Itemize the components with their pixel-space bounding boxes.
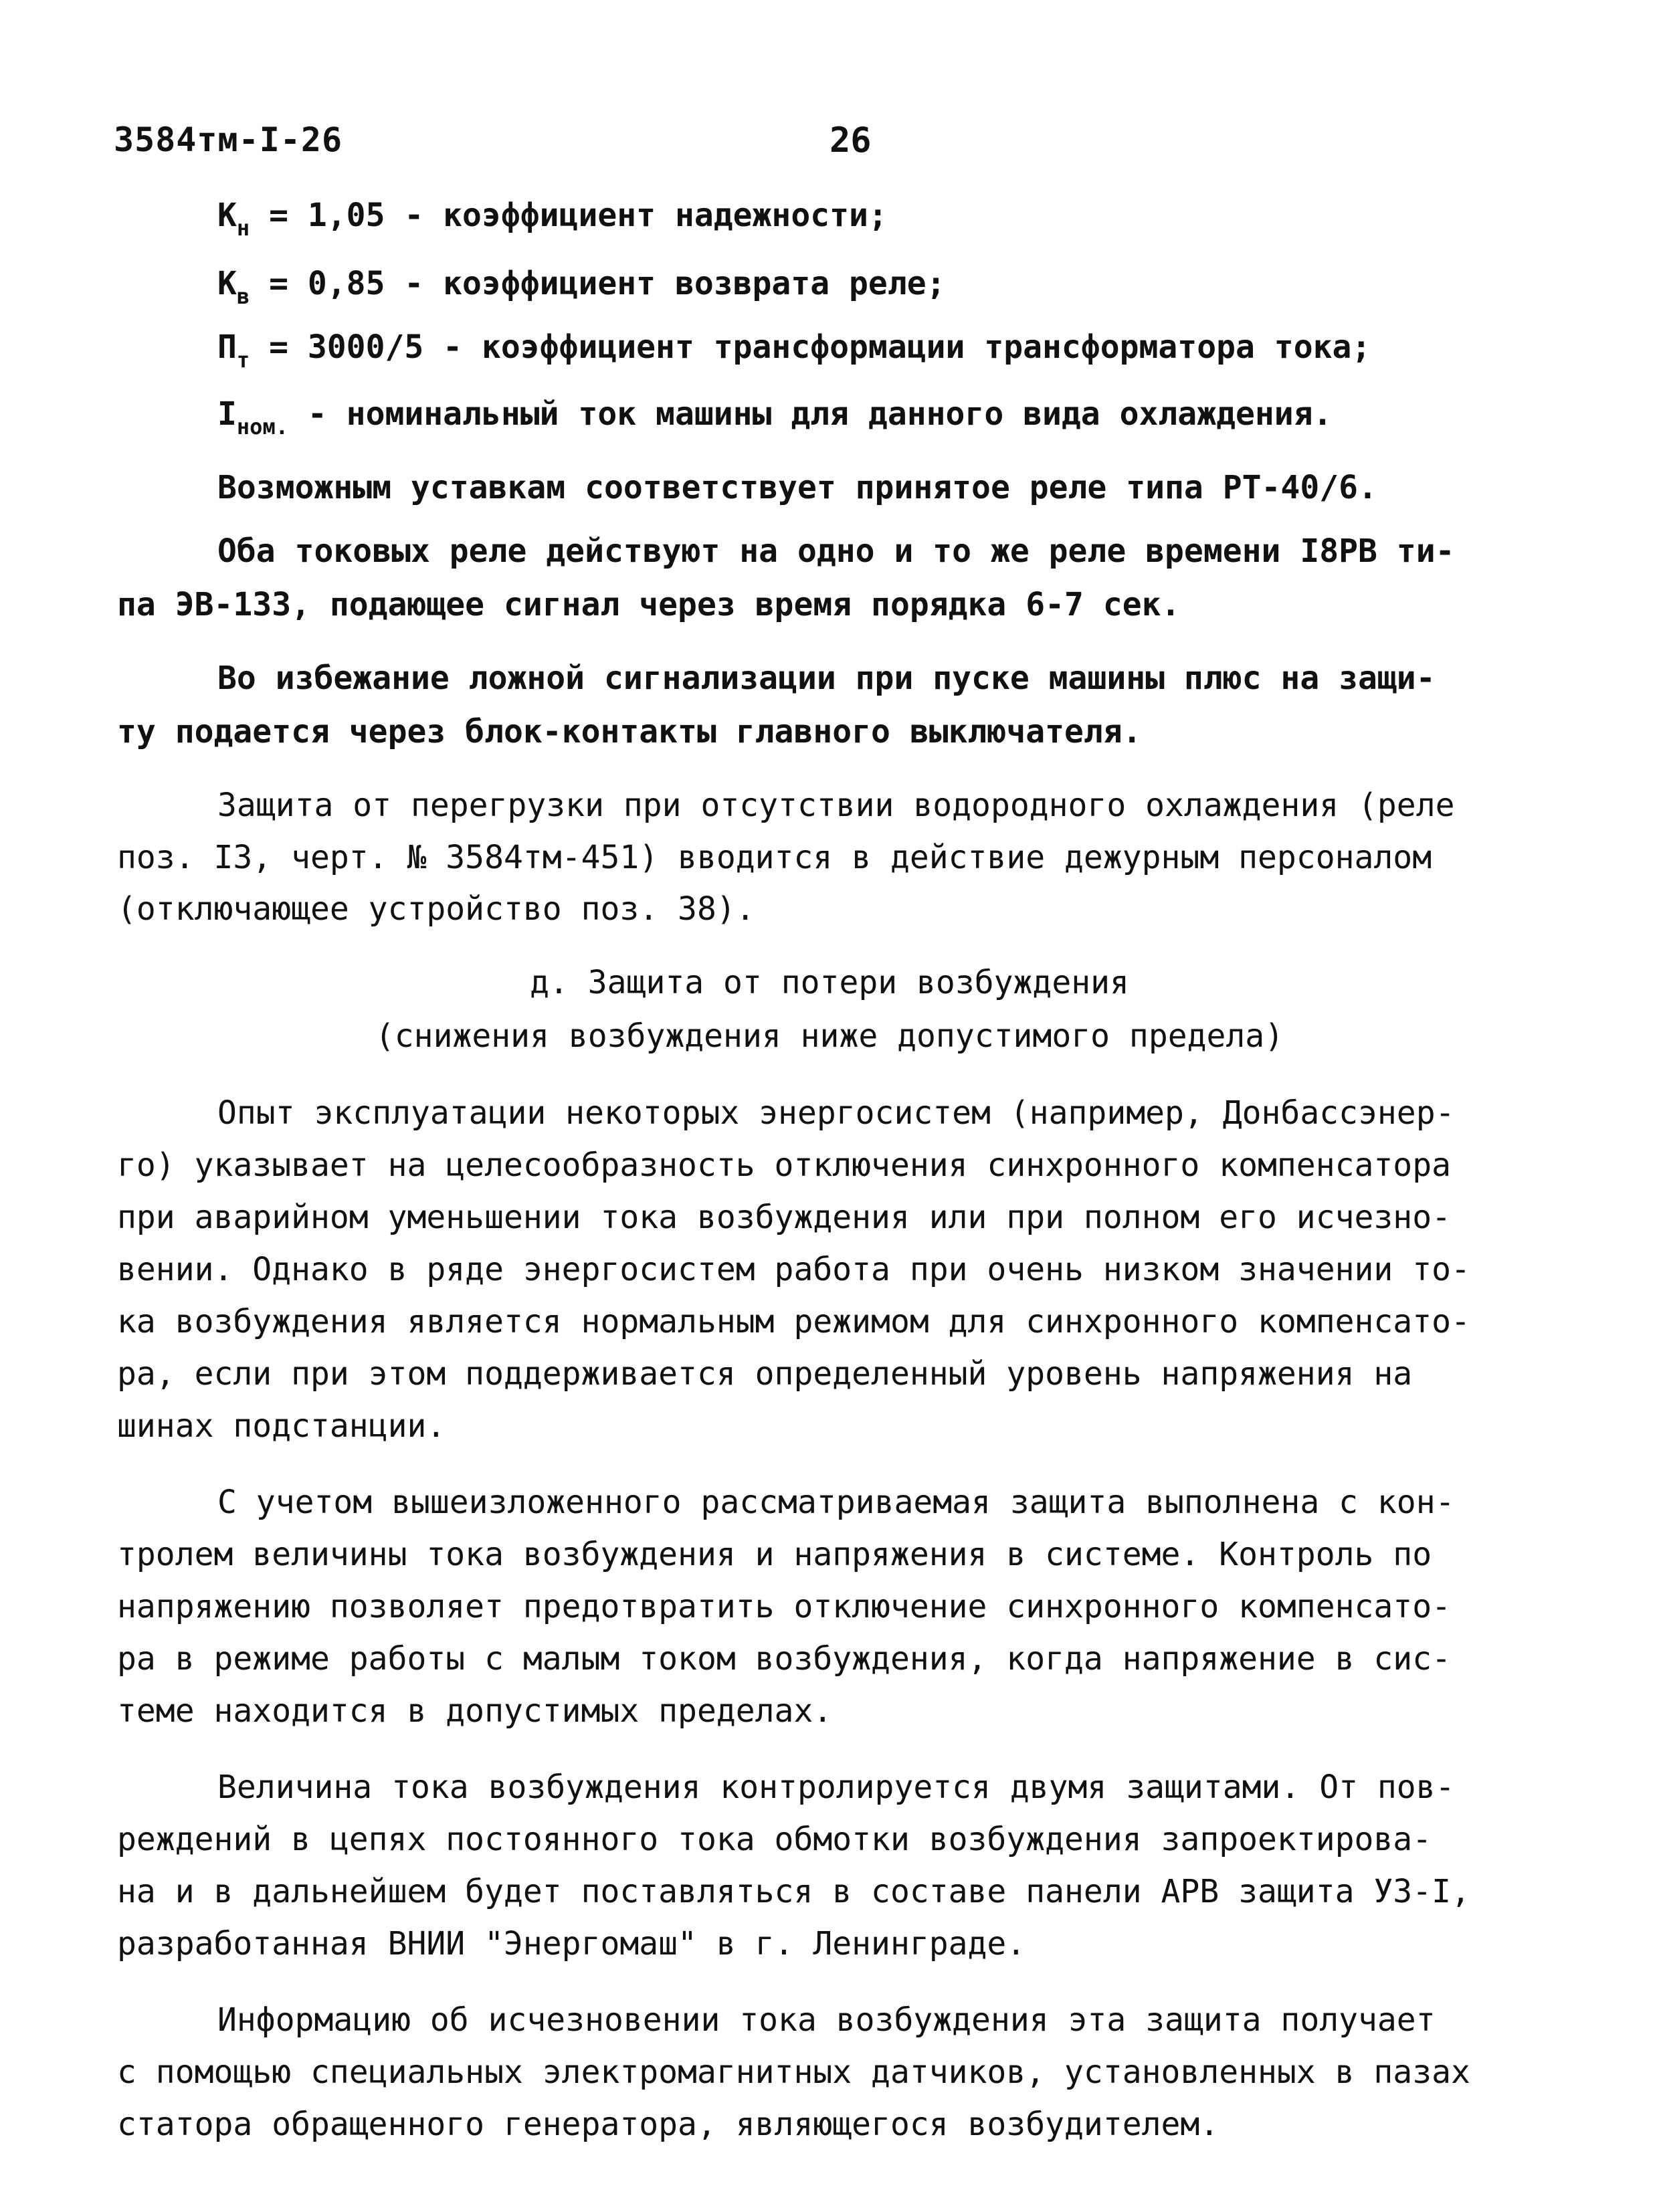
paragraph-experience-line: при аварийном уменьшении тока возбуждения или при полном его исчезно- (117, 1199, 1451, 1236)
paragraph-control-line: тролем величины тока возбуждения и напряжения в системе. Контроль по (117, 1536, 1432, 1573)
paragraph-current-relays-line: Оба токовых реле действуют на одно и то же реле времени I8РВ ти- (217, 532, 1455, 570)
paragraph-false-signal-line: Во избежание ложной сигнализации при пуске машины плюс на защи- (217, 660, 1436, 697)
paragraph-excitation-line: Величина тока возбуждения контролируется двумя защитами. От пов- (217, 1769, 1455, 1806)
definition-nt: $П_т = 3000/5$ - коэффициент трансформации трансформатора тока; (217, 328, 1371, 373)
paragraph-sensors-line: Информацию об исчезновении тока возбуждения эта защита получает (217, 2001, 1436, 2039)
paragraph-sensors-line: с помощью специальных электромагнитных датчиков, установленных в пазах (117, 2053, 1470, 2091)
section-title: д. Защита от потери возбуждения (530, 964, 1129, 1001)
paragraph-overload-line: (отключающее устройство поз. 38). (117, 890, 755, 928)
paragraph-experience-line: ка возбуждения является нормальным режимом для синхронного компенсато- (117, 1303, 1470, 1340)
paragraph-overload-line: Защита от перегрузки при отсутствии водородного охлаждения (реле (217, 787, 1455, 824)
page-number: 26 (830, 120, 872, 161)
paragraph-sensors-line: статора обращенного генератора, являющегося возбудителем. (117, 2106, 1219, 2143)
paragraph-control-line: теме находится в допустимых пределах. (117, 1692, 833, 1730)
paragraph-current-relays-line: па ЭВ-133, подающее сигнал через время порядка 6-7 сек. (117, 586, 1181, 623)
definition-kv: $К_в = 0,85$ - коэффициент возврата реле; (217, 265, 946, 309)
section-subtitle: (снижения возбуждения ниже допустимого предела) (375, 1017, 1284, 1055)
paragraph-excitation-line: реждений в цепях постоянного тока обмотки возбуждения запроектирова- (117, 1821, 1432, 1858)
definition-kn: $К_н = 1,05$ - коэффициент надежности; (217, 197, 888, 241)
paragraph-experience-line: ра, если при этом поддерживается определенный уровень напряжения на (117, 1355, 1413, 1393)
paragraph-false-signal-line: ту подается через блок-контакты главного выключателя. (117, 713, 1142, 750)
paragraph-relay-type: Возможным уставкам соответствует принятое реле типа РТ-40/6. (217, 469, 1377, 506)
paragraph-excitation-line: разработанная ВНИИ "Энергомаш" в г. Ленинграде. (117, 1925, 1026, 1963)
paragraph-control-line: напряжению позволяет предотвратить отключение синхронного компенсато- (117, 1588, 1451, 1625)
paragraph-overload-line: поз. I3, черт. № 3584тм-451) вводится в действие дежурным персоналом (117, 839, 1432, 876)
paragraph-experience-line: вении. Однако в ряде энергосистем работа при очень низком значении то- (117, 1251, 1470, 1288)
paragraph-experience-line: го) указывает на целесообразность отключения синхронного компенсатора (117, 1146, 1451, 1184)
document-code: 3584тм-I-26 (114, 120, 343, 159)
paragraph-experience-line: шинах подстанции. (117, 1407, 446, 1445)
paragraph-control-line: ра в режиме работы с малым током возбуждения, когда напряжение в сис- (117, 1640, 1451, 1678)
definition-inom: $I_{ном.}$ - номинальный ток машины для данного вида охлаждения. (217, 395, 1333, 439)
paragraph-control-line: С учетом вышеизложенного рассматриваемая защита выполнена с кон- (217, 1484, 1455, 1521)
paragraph-excitation-line: на и в дальнейшем будет поставляться в составе панели АРВ защита УЗ-I, (117, 1873, 1470, 1910)
paragraph-experience-line: Опыт эксплуатации некоторых энергосистем (например, Донбассэнер- (217, 1094, 1455, 1132)
